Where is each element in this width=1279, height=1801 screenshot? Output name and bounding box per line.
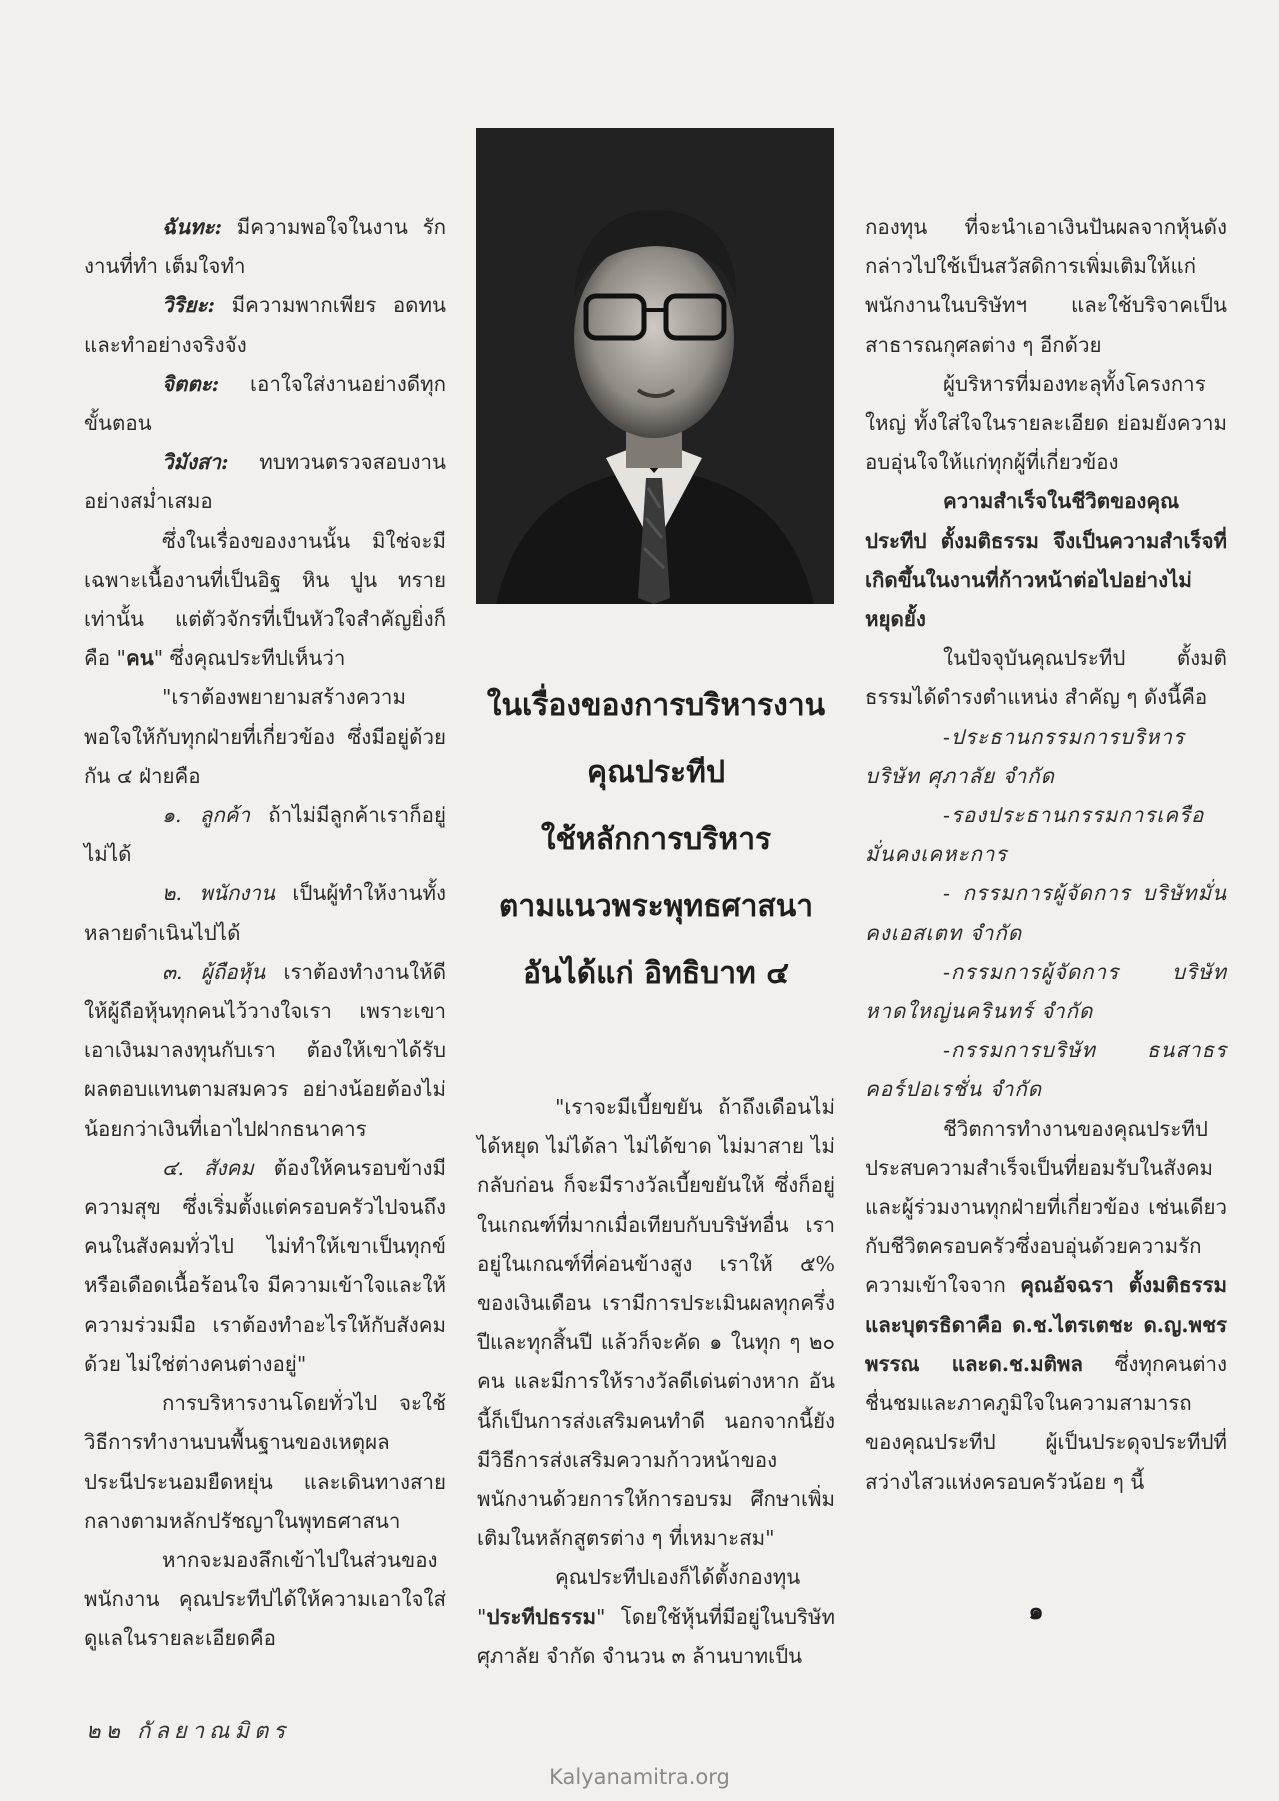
pull-quote [470, 672, 842, 1007]
pull-quote-line: ตามแนวพระพุทธศาสนา [498, 889, 814, 924]
term: จิตตะ: [162, 371, 220, 396]
bold-text: คน [125, 646, 154, 671]
position-item: - กรรมการผู้จัดการ บริษัทมั่นคงเอสเตท จำกัด [865, 881, 1227, 945]
paragraph [84, 365, 446, 443]
paragraph: หากจะมองลึกเข้าไปในส่วนของพนักงาน คุณประทีปได้ให้ความเอาใจใส่ดูแลในรายละเอียดคือ [84, 1547, 446, 1651]
position-item: -กรรมการผู้จัดการ บริษัท หาดใหญ่นครินทร์ จำกัด [865, 959, 1227, 1024]
text: เป็นผู้ทำให้งานทั้งหลายดำเนินไปได้ [84, 881, 446, 945]
paragraph: "เราต้องพยายามสร้างความพอใจให้กับทุกฝ่ายที่เกี่ยวข้อง ซึ่งมีอยู่ด้วยกัน ๔ ฝ่ายคือ [84, 685, 446, 788]
term: ๑. ลูกค้า [162, 803, 250, 828]
paragraph [84, 1149, 446, 1384]
position-item: -รองประธานกรรมการเครือมั่นคงเคหะการ [865, 803, 1205, 867]
page-number-badge: ๑ [1028, 1597, 1044, 1625]
term: ๔. สังคม [162, 1155, 254, 1180]
paragraph [84, 874, 446, 952]
term: วิริยะ: [162, 293, 216, 318]
bold-text: คุณอัจฉรา ตั้งมติธรรม และบุตรธิดาคือ ด.ช.ไตรเตชะ ด.ญ.พชรพรรณ และด.ช.มติพล [865, 1273, 1227, 1376]
text: ซึ่งทุกคนต่างชื่นชมและภาคภูมิใจในความสามารถของคุณประทีป ผู้เป็นประดุจประทีปที่สว่างไสวแห่งครอบครัวน้อย ๆ นี้ [865, 1351, 1227, 1494]
paragraph [84, 286, 446, 364]
text: " ซึ่งคุณประทีปเห็นว่า [153, 646, 346, 671]
text: มีความพากเพียร อดทนและทำอย่างจริงจัง [84, 293, 446, 357]
paragraph: การบริหารงานโดยทั่วไป จะใช้วิธีการทำงานบนพื้นฐานของเหตุผล ประนีประนอมยืดหยุ่น และเดินทางสายกลางตามหลักปรัชญาในพุทธศาสนา [84, 1391, 446, 1533]
portrait-illustration [476, 128, 834, 604]
text: ต้องให้คนรอบข้างมีความสุข ซึ่งเริ่มตั้งแต่ครอบครัวไปจนถึงคนในสังคมทั่วไป ไม่ทำให้เขาเป็นทุกข์หรือเดือดเนื้อร้อนใจ มีความเข้าใจและให้ความร่วมมือ เราต้องทำอะไรให้กับสังคมด้วย ไม่ใช่ต่างคนต่างอยู่" [84, 1155, 446, 1376]
page-footer: ๒๒ กัลยาณมิตร [86, 1719, 291, 1744]
paragraph [477, 1558, 835, 1676]
paragraph [84, 522, 446, 679]
paragraph [84, 953, 446, 1149]
watermark: Kalyanamitra.org [549, 1765, 730, 1789]
text: " โดยใช้หุ้นที่มีอยู่ในบริษัท ศุภาลัย จำกัด จำนวน ๓ ล้านบาทเป็น [477, 1604, 835, 1668]
text: เอาใจใส่งานอย่างดีทุกขั้นตอน [84, 371, 446, 436]
paragraph: "เราจะมีเบี้ยขยัน ถ้าถึงเดือนไม่ได้หยุด ไม่ได้ลา ไม่ได้ขาด ไม่มาสาย ไม่กลับก่อน ก็จะมีรางวัลเบี้ยขยันให้ ซึ่งก็อยู่ในเกณฑ์ที่มากเมื่อเทียบกับบริษัทอื่น เราอยู่ในเกณฑ์ที่ค่อนข้างสูง เราให้ ๕% ของเงินเดือน เรามีการประเมินผลทุกครึ่งปีและทุกสิ้นปี แล้วก็จะคัด ๑ ในทุก ๆ ๒๐ คน และมีการให้รางวัลดีเด่นต่างหาก อันนี้ก็เป็นการส่งเสริมคนทำดี นอกจากนี้ยังมีวิธีการส่งเสริมความก้าวหน้าของพนักงานด้วยการให้การอบรม ศึกษาเพิ่มเติมในหลักสูตรต่าง ๆ ที่เหมาะสม" [477, 1095, 835, 1551]
text: เราต้องทำงานให้ดี ให้ผู้ถือหุ้นทุกคนไว้วางใจเรา เพราะเขาเอาเงินมาลงทุนกับเรา ต้องให้เขาได้รับผลตอบแทนตามสมควร อย่างน้อยต้องไม่น้อยกว่าเงินที่เอาไปฝากธนาคาร [84, 959, 447, 1141]
paragraph [84, 208, 446, 286]
pull-quote-line: ใช้หลักการบริหาร [540, 822, 772, 857]
text: ทบทวนตรวจสอบงานอย่างสม่ำเสมอ [84, 450, 446, 514]
text: มีความพอใจในงาน รักงานที่ทำ เต็มใจทำ [84, 215, 446, 279]
middle-column [477, 1088, 835, 1676]
paragraph [84, 796, 446, 874]
paragraph: ในปัจจุบันคุณประทีป ตั้งมติธรรมได้ดำรงตำแหน่ง สำคัญ ๆ ดังนี้คือ [865, 646, 1227, 710]
paragraph: ผู้บริหารที่มองทะลุทั้งโครงการใหญ่ ทั้งใส่ใจในรายละเอียด ย่อมยังความอบอุ่นใจให้แก่ทุกผู้ที่เกี่ยวข้อง [865, 371, 1227, 475]
pull-quote-line: คุณประทีป [587, 755, 725, 790]
term: ๓. ผู้ถือหุ้น [162, 959, 266, 984]
paragraph [84, 443, 446, 521]
term: ฉันทะ: [162, 215, 223, 239]
bold-paragraph: ความสำเร็จในชีวิตของคุณประทีป ตั้งมติธรรม จึงเป็นความสำเร็จที่เกิดขึ้นในงานที่ก้าวหน้าต่อไปอย่างไม่หยุดยั้ง [865, 489, 1227, 632]
left-column [84, 208, 446, 1659]
text: ถ้าไม่มีลูกค้าเราก็อยู่ไม่ได้ [84, 803, 446, 867]
text: ชีวิตการทำงานของคุณประทีปประสบความสำเร็จเป็นที่ยอมรับในสังคมและผู้ร่วมงานทุกฝ่ายที่เกี่ยวข้อง เช่นเดียวกับชีวิตครอบครัวซึ่งอบอุ่นด้วยความรักความเข้าใจจาก [865, 1116, 1227, 1298]
right-column [865, 208, 1227, 1502]
term: ๒. พนักงาน [162, 881, 275, 906]
bold-text: ประทีปธรรม [486, 1604, 597, 1629]
pull-quote-line: ในเรื่องของการบริหารงาน [486, 688, 826, 723]
paragraph [865, 1110, 1227, 1502]
term: วิมังสา: [162, 450, 229, 475]
pull-quote-line: อันได้แก่ อิทธิบาท ๔ [523, 956, 789, 991]
position-item: -ประธานกรรมการบริหาร บริษัท ศุภาลัย จำกัด [865, 724, 1185, 788]
text: ซึ่งในเรื่องของงานนั้น มิใช่จะมีเฉพาะเนื้องานที่เป็นอิฐ หิน ปูน ทราย เท่านั้น แต่ตัวจักรที่เป็นหัวใจสำคัญยิ่งก็คือ " [84, 528, 446, 671]
text: คุณประทีปเองก็ได้ตั้งกองทุน " [477, 1565, 801, 1629]
portrait-photo [476, 128, 834, 604]
position-item: -กรรมการบริษัท ธนสาธร คอร์ปอเรชั่น จำกัด [865, 1038, 1227, 1102]
paragraph: กองทุน ที่จะนำเอาเงินปันผลจากหุ้นดังกล่าวไปใช้เป็นสวัสดิการเพิ่มเติมให้แก่พนักงานในบริษัทฯ และใช้บริจาคเป็นสาธารณกุศลต่าง ๆ อีกด้วย [865, 215, 1227, 357]
